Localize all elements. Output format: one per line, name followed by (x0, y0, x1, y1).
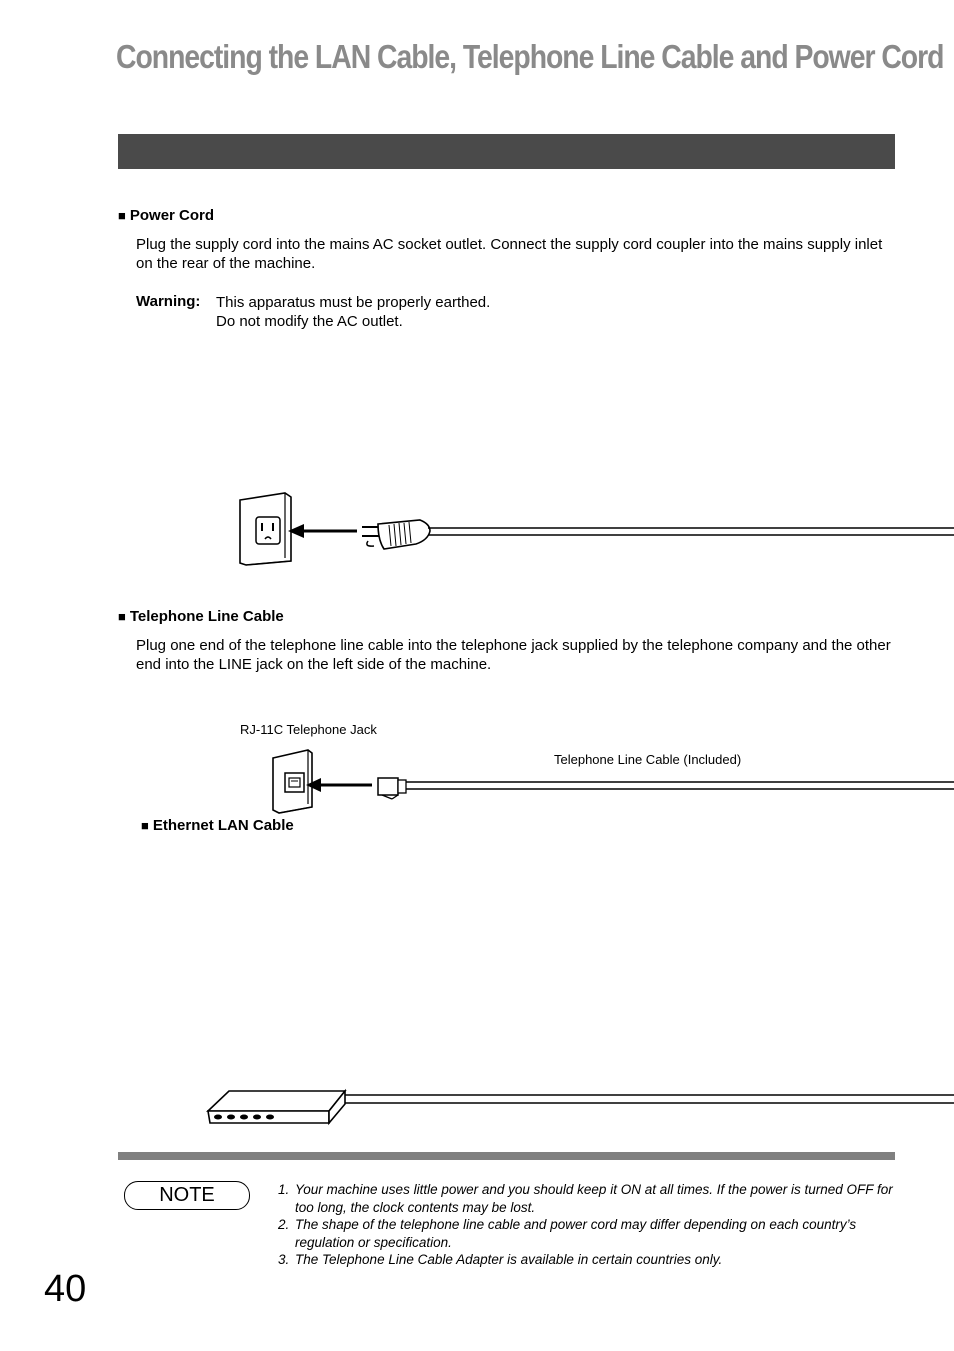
network-hub-icon (208, 1091, 345, 1123)
power-cord-heading: ■ Power Cord (118, 207, 215, 224)
jack-label: RJ-11C Telephone Jack (240, 722, 377, 737)
ethernet-heading: ■ Ethernet LAN Cable (141, 817, 294, 834)
page-title: Connecting the LAN Cable, Telephone Line Cable and Power Cord (116, 38, 944, 75)
cable-label: Telephone Line Cable (Included) (554, 752, 742, 767)
warning-line-1: This apparatus must be properly earthed. (216, 294, 491, 311)
warning-line-2: Do not modify the AC outlet. (216, 313, 403, 330)
telephone-body: Plug one end of the telephone line cable into the telephone jack supplied by the telephone company and the other end into the LINE jack on the left side of the machine. (136, 637, 891, 673)
note-badge: NOTE (124, 1181, 250, 1210)
note-item: 2. The shape of the telephone line cable and power cord may differ depending on each country’s regulation or specification. (278, 1217, 857, 1250)
bottom-rule (118, 1152, 895, 1160)
power-cord-body: Plug the supply cord into the mains AC socket outlet. Connect the supply cord coupler into the mains supply inlet on the rear of the machine. (136, 236, 883, 272)
note-item: 3. The Telephone Line Cable Adapter is available in certain countries only. (278, 1252, 723, 1267)
square-bullet-icon: ■ (141, 818, 149, 833)
page-number: 40 (44, 1268, 87, 1310)
warning-label: Warning: (136, 293, 201, 310)
note-list (278, 1181, 895, 1269)
ethernet-cable-line (345, 1095, 954, 1103)
square-bullet-icon: ■ (118, 208, 126, 223)
note-item: 1. Your machine uses little power and you should keep it ON at all times. If the power is turned OFF for too long, the clock contents may be lost. (278, 1182, 893, 1215)
square-bullet-icon: ■ (118, 609, 126, 624)
telephone-heading: ■ Telephone Line Cable (118, 608, 284, 625)
